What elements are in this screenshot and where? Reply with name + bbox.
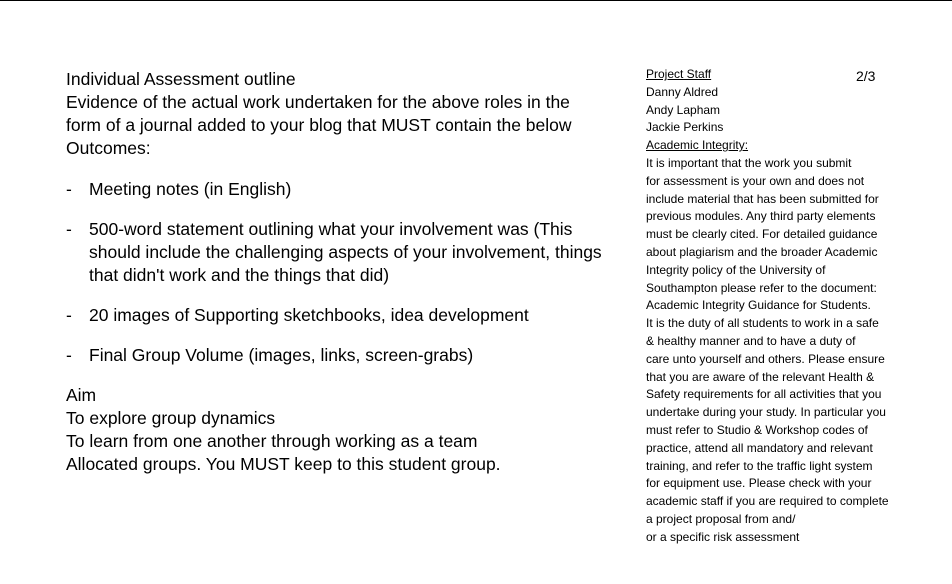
- bullet-marker: -: [66, 305, 72, 325]
- integrity-line: Southampton please refer to the document:: [646, 280, 877, 295]
- staff-name: Andy Lapham: [646, 102, 721, 117]
- aim-heading: Aim: [66, 385, 97, 405]
- safety-line: academic staff if you are required to complete: [646, 494, 889, 509]
- safety-line: must refer to Studio & Workshop codes of: [646, 422, 868, 437]
- integrity-line: Integrity policy of the University of: [646, 262, 826, 277]
- safety-line: that you are aware of the relevant Health &: [646, 369, 875, 384]
- list-item: [66, 218, 606, 287]
- staff-name: Jackie Perkins: [646, 120, 724, 135]
- aim-line: To explore group dynamics: [66, 408, 276, 428]
- list-item-text: Meeting notes (in English): [89, 179, 292, 199]
- integrity-line: It is important that the work you submit: [646, 155, 852, 170]
- integrity-line: must be clearly cited. For detailed guidance: [646, 227, 878, 242]
- outline-intro: Evidence of the actual work undertaken for the above roles in the form of a journal added to your blog that MUST contain the below Outcomes:: [66, 92, 572, 158]
- outcomes-list: [66, 178, 606, 367]
- integrity-line: Academic Integrity Guidance for Students.: [646, 298, 871, 313]
- allocated-groups-note: Allocated groups. You MUST keep to this student group.: [66, 454, 501, 474]
- safety-line: & healthy manner and to have a duty of: [646, 333, 856, 348]
- bullet-marker: -: [66, 219, 72, 239]
- integrity-line: include material that has been submitted for: [646, 191, 879, 206]
- list-item: [66, 344, 606, 367]
- integrity-line: about plagiarism and the broader Academic: [646, 244, 878, 259]
- page-number: 2/3: [856, 68, 876, 84]
- safety-line: care unto yourself and others. Please ensure: [646, 351, 885, 366]
- safety-line: or a specific risk assessment: [646, 529, 800, 544]
- safety-line: a project proposal from and/: [646, 511, 796, 526]
- staff-name: Danny Aldred: [646, 84, 719, 99]
- list-item-text: 500-word statement outlining what your involvement was (This should include the challenging aspects of your involvement, things that didn't work and the things that did): [89, 219, 602, 285]
- safety-line: Safety requirements for all activities that you: [646, 387, 882, 402]
- aim-line: To learn from one another through working as a team: [66, 431, 478, 451]
- integrity-line: previous modules. Any third party elements: [646, 209, 876, 224]
- list-item-text: Final Group Volume (images, links, screen-grabs): [89, 345, 474, 365]
- top-border: [0, 0, 952, 1]
- bullet-marker: -: [66, 345, 72, 365]
- assessment-outline: [66, 68, 606, 476]
- list-item: [66, 178, 606, 201]
- safety-line: practice, attend all mandatory and relevant: [646, 440, 873, 455]
- list-item-text: 20 images of Supporting sketchbooks, idea development: [89, 305, 529, 325]
- safety-line: It is the duty of all students to work in a safe: [646, 316, 879, 331]
- outline-heading: Individual Assessment outline: [66, 69, 296, 89]
- safety-line: for equipment use. Please check with your: [646, 476, 872, 491]
- list-item: [66, 304, 606, 327]
- safety-line: undertake during your study. In particular you: [646, 405, 886, 420]
- staff-heading: Project Staff: [646, 67, 712, 81]
- integrity-line: for assessment is your own and does not: [646, 173, 865, 188]
- bullet-marker: -: [66, 179, 72, 199]
- safety-line: training, and refer to the traffic light system: [646, 458, 873, 473]
- integrity-heading: Academic Integrity:: [646, 138, 749, 153]
- sidebar-info: [646, 66, 896, 547]
